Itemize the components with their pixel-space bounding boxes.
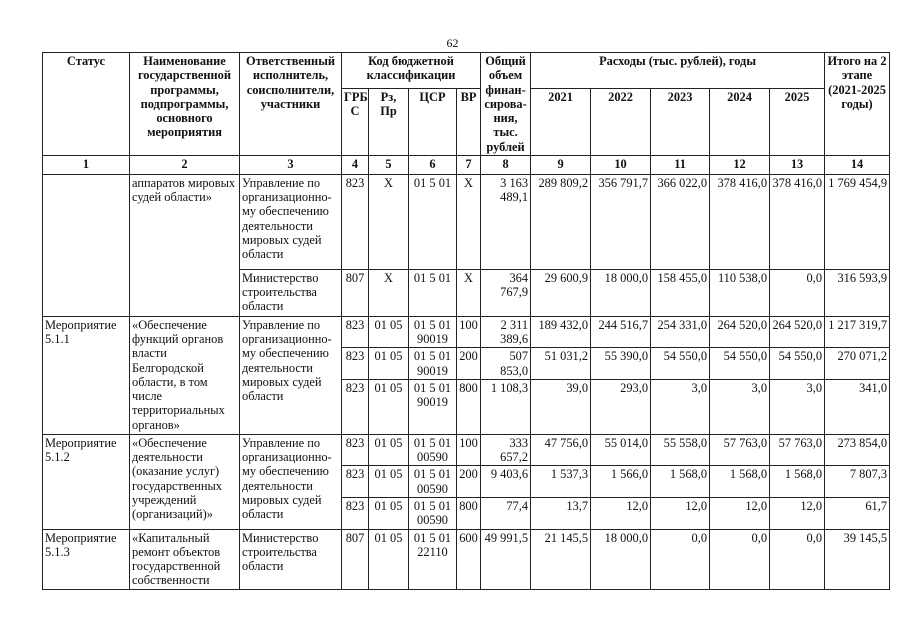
csr-cell: 01 5 01 90019	[409, 379, 457, 434]
executor-cell: Министерство строительства области	[240, 269, 342, 316]
col-num: 7	[457, 155, 481, 174]
header-2024: 2024	[710, 88, 770, 155]
header-name: Наименование государственной программы, подпрограммы, основного мероприятия	[130, 53, 240, 156]
total-cell: 2 311 389,6	[481, 316, 531, 348]
y2024-cell: 54 550,0	[710, 348, 770, 380]
y2021-cell: 29 600,9	[531, 269, 591, 316]
y2025-cell: 54 550,0	[770, 348, 825, 380]
grbs-cell: 823	[342, 466, 369, 498]
vr-cell: 800	[457, 497, 481, 529]
col-num: 14	[825, 155, 890, 174]
y2022-cell: 55 390,0	[591, 348, 651, 380]
rzpr-cell: Х	[369, 269, 409, 316]
grbs-cell: 823	[342, 174, 369, 269]
header-csr: ЦСР	[409, 88, 457, 155]
rzpr-cell: 01 05	[369, 497, 409, 529]
y2022-cell: 356 791,7	[591, 174, 651, 269]
col-num: 12	[710, 155, 770, 174]
name-cell: «Обеспечение деятельности (оказание услуг) государственных учреждений (организаций)»	[130, 434, 240, 529]
y2022-cell: 244 516,7	[591, 316, 651, 348]
executor-cell: Управление по организационно-му обеспечению деятельности мировых судей области	[240, 316, 342, 434]
csr-cell: 01 5 01 90019	[409, 316, 457, 348]
y2025-cell: 264 520,0	[770, 316, 825, 348]
col-num: 6	[409, 155, 457, 174]
y2022-cell: 18 000,0	[591, 529, 651, 589]
col-num: 13	[770, 155, 825, 174]
y2025-cell: 1 568,0	[770, 466, 825, 498]
stage-total-cell: 1 769 454,9	[825, 174, 890, 269]
stage-total-cell: 270 071,2	[825, 348, 890, 380]
col-num: 3	[240, 155, 342, 174]
status-cell: Мероприятие 5.1.2	[43, 434, 130, 529]
column-number-row	[43, 155, 890, 174]
y2023-cell: 3,0	[651, 379, 710, 434]
y2023-cell: 12,0	[651, 497, 710, 529]
header-2023: 2023	[651, 88, 710, 155]
table-row	[43, 529, 890, 589]
col-num: 10	[591, 155, 651, 174]
table-row	[43, 174, 890, 269]
grbs-cell: 823	[342, 497, 369, 529]
rzpr-cell: 01 05	[369, 434, 409, 466]
vr-cell: 600	[457, 529, 481, 589]
budget-table	[42, 52, 890, 590]
vr-cell: 200	[457, 348, 481, 380]
total-cell: 49 991,5	[481, 529, 531, 589]
stage-total-cell: 39 145,5	[825, 529, 890, 589]
csr-cell: 01 5 01 90019	[409, 348, 457, 380]
y2023-cell: 0,0	[651, 529, 710, 589]
y2024-cell: 378 416,0	[710, 174, 770, 269]
vr-cell: 800	[457, 379, 481, 434]
vr-cell: 200	[457, 466, 481, 498]
y2023-cell: 366 022,0	[651, 174, 710, 269]
header-rzpr: Рз, Пр	[369, 88, 409, 155]
executor-cell: Управление по организационно-му обеспечению деятельности мировых судей области	[240, 434, 342, 529]
y2025-cell: 0,0	[770, 269, 825, 316]
grbs-cell: 823	[342, 316, 369, 348]
y2024-cell: 110 538,0	[710, 269, 770, 316]
col-num: 1	[43, 155, 130, 174]
stage-total-cell: 7 807,3	[825, 466, 890, 498]
table-row	[43, 316, 890, 348]
vr-cell: Х	[457, 269, 481, 316]
header-2021: 2021	[531, 88, 591, 155]
csr-cell: 01 5 01 00590	[409, 497, 457, 529]
rzpr-cell: 01 05	[369, 466, 409, 498]
total-cell: 77,4	[481, 497, 531, 529]
rzpr-cell: 01 05	[369, 348, 409, 380]
csr-cell: 01 5 01	[409, 174, 457, 269]
stage-total-cell: 61,7	[825, 497, 890, 529]
header-expenses: Расходы (тыс. рублей), годы	[531, 53, 825, 89]
y2022-cell: 293,0	[591, 379, 651, 434]
header-2022: 2022	[591, 88, 651, 155]
name-cell: «Обеспечение функций органов власти Белгородской области, в том числе территориальных органов»	[130, 316, 240, 434]
status-cell: Мероприятие 5.1.1	[43, 316, 130, 434]
executor-cell: Управление по организационно-му обеспечению деятельности мировых судей области	[240, 174, 342, 269]
status-cell: Мероприятие 5.1.3	[43, 529, 130, 589]
y2023-cell: 158 455,0	[651, 269, 710, 316]
y2021-cell: 289 809,2	[531, 174, 591, 269]
grbs-cell: 807	[342, 529, 369, 589]
y2022-cell: 12,0	[591, 497, 651, 529]
table-row	[43, 434, 890, 466]
header-vr: ВР	[457, 88, 481, 155]
y2024-cell: 12,0	[710, 497, 770, 529]
total-cell: 364 767,9	[481, 269, 531, 316]
y2021-cell: 47 756,0	[531, 434, 591, 466]
header-row-1	[43, 53, 890, 89]
stage-total-cell: 273 854,0	[825, 434, 890, 466]
y2025-cell: 0,0	[770, 529, 825, 589]
csr-cell: 01 5 01 00590	[409, 466, 457, 498]
y2021-cell: 1 537,3	[531, 466, 591, 498]
rzpr-cell: 01 05	[369, 529, 409, 589]
y2022-cell: 1 566,0	[591, 466, 651, 498]
y2021-cell: 51 031,2	[531, 348, 591, 380]
y2022-cell: 18 000,0	[591, 269, 651, 316]
grbs-cell: 807	[342, 269, 369, 316]
y2025-cell: 12,0	[770, 497, 825, 529]
header-budget-code: Код бюджетной классификации	[342, 53, 481, 89]
status-cell	[43, 174, 130, 316]
page-number: 62	[446, 36, 459, 50]
total-cell: 1 108,3	[481, 379, 531, 434]
col-num: 2	[130, 155, 240, 174]
y2024-cell: 3,0	[710, 379, 770, 434]
header-grbs: ГРБ С	[342, 88, 369, 155]
rzpr-cell: 01 05	[369, 379, 409, 434]
y2023-cell: 1 568,0	[651, 466, 710, 498]
col-num: 8	[481, 155, 531, 174]
csr-cell: 01 5 01 00590	[409, 434, 457, 466]
header-status: Статус	[43, 53, 130, 156]
rzpr-cell: Х	[369, 174, 409, 269]
y2023-cell: 254 331,0	[651, 316, 710, 348]
stage-total-cell: 1 217 319,7	[825, 316, 890, 348]
header-2025: 2025	[770, 88, 825, 155]
y2024-cell: 264 520,0	[710, 316, 770, 348]
col-num: 5	[369, 155, 409, 174]
name-cell: аппаратов мировых судей области»	[130, 174, 240, 316]
y2023-cell: 54 550,0	[651, 348, 710, 380]
name-cell: «Капитальный ремонт объектов государственной собственности	[130, 529, 240, 589]
y2024-cell: 1 568,0	[710, 466, 770, 498]
col-num: 11	[651, 155, 710, 174]
total-cell: 333 657,2	[481, 434, 531, 466]
y2021-cell: 189 432,0	[531, 316, 591, 348]
y2025-cell: 3,0	[770, 379, 825, 434]
vr-cell: 100	[457, 434, 481, 466]
stage-total-cell: 316 593,9	[825, 269, 890, 316]
csr-cell: 01 5 01 22110	[409, 529, 457, 589]
y2024-cell: 0,0	[710, 529, 770, 589]
col-num: 4	[342, 155, 369, 174]
executor-cell: Министерство строительства области	[240, 529, 342, 589]
header-executor: Ответственный исполнитель, соисполнители, участники	[240, 53, 342, 156]
grbs-cell: 823	[342, 348, 369, 380]
grbs-cell: 823	[342, 434, 369, 466]
y2021-cell: 39,0	[531, 379, 591, 434]
total-cell: 3 163 489,1	[481, 174, 531, 269]
vr-cell: 100	[457, 316, 481, 348]
header-stage-total: Итого на 2 этапе (2021-2025 годы)	[825, 53, 890, 156]
total-cell: 507 853,0	[481, 348, 531, 380]
y2025-cell: 378 416,0	[770, 174, 825, 269]
csr-cell: 01 5 01	[409, 269, 457, 316]
stage-total-cell: 341,0	[825, 379, 890, 434]
total-cell: 9 403,6	[481, 466, 531, 498]
y2021-cell: 13,7	[531, 497, 591, 529]
rzpr-cell: 01 05	[369, 316, 409, 348]
header-total: Общий объем финан-сирова-ния, тыс. рублей	[481, 53, 531, 156]
y2021-cell: 21 145,5	[531, 529, 591, 589]
y2025-cell: 57 763,0	[770, 434, 825, 466]
vr-cell: Х	[457, 174, 481, 269]
y2022-cell: 55 014,0	[591, 434, 651, 466]
y2024-cell: 57 763,0	[710, 434, 770, 466]
grbs-cell: 823	[342, 379, 369, 434]
col-num: 9	[531, 155, 591, 174]
y2023-cell: 55 558,0	[651, 434, 710, 466]
